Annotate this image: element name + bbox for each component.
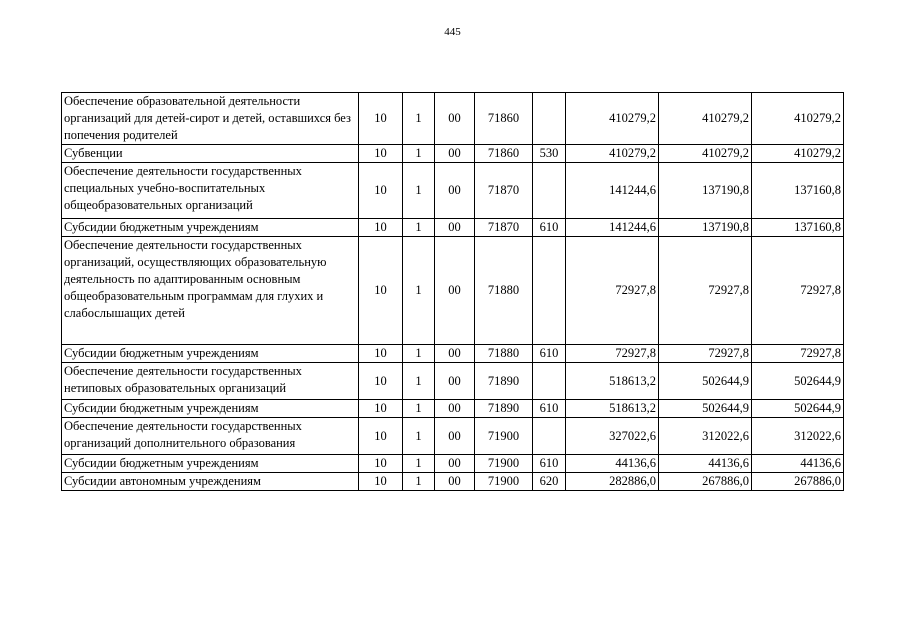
table-row <box>62 93 844 145</box>
row-amount-2: 72927,8 <box>659 237 752 345</box>
row-program: 00 <box>435 145 475 163</box>
row-amount-1: 44136,6 <box>566 455 659 473</box>
row-amount-3: 312022,6 <box>752 418 844 455</box>
row-subsection: 1 <box>403 473 435 491</box>
row-name: Обеспечение деятельности государственных организаций, осуществляющих образовательную деятельность по адаптированным основным общеобразовательным программам для глухих и слабослышащих детей <box>62 237 359 345</box>
row-expense-type <box>533 363 566 400</box>
row-section: 10 <box>359 345 403 363</box>
row-expense-type: 610 <box>533 345 566 363</box>
row-expense-type <box>533 163 566 219</box>
row-amount-1: 410279,2 <box>566 145 659 163</box>
row-article: 71880 <box>475 345 533 363</box>
row-amount-1: 72927,8 <box>566 345 659 363</box>
row-amount-2: 137190,8 <box>659 163 752 219</box>
row-name: Обеспечение деятельности государственных организаций дополнительного образования <box>62 418 359 455</box>
row-amount-2: 410279,2 <box>659 93 752 145</box>
row-section: 10 <box>359 163 403 219</box>
row-article: 71890 <box>475 400 533 418</box>
row-expense-type <box>533 418 566 455</box>
row-program: 00 <box>435 455 475 473</box>
row-name: Обеспечение деятельности государственных специальных учебно-воспитательных общеобразовательных организаций <box>62 163 359 219</box>
row-expense-type <box>533 237 566 345</box>
row-section: 10 <box>359 363 403 400</box>
row-amount-3: 502644,9 <box>752 400 844 418</box>
row-name: Субсидии бюджетным учреждениям <box>62 219 359 237</box>
table-row <box>62 363 844 400</box>
row-amount-2: 72927,8 <box>659 345 752 363</box>
row-amount-1: 327022,6 <box>566 418 659 455</box>
row-expense-type <box>533 93 566 145</box>
row-amount-1: 518613,2 <box>566 400 659 418</box>
row-expense-type: 620 <box>533 473 566 491</box>
row-name: Обеспечение образовательной деятельности организаций для детей-сирот и детей, оставшихся без попечения родителей <box>62 93 359 145</box>
row-amount-2: 502644,9 <box>659 363 752 400</box>
row-article: 71860 <box>475 93 533 145</box>
row-amount-1: 410279,2 <box>566 93 659 145</box>
row-subsection: 1 <box>403 145 435 163</box>
budget-table <box>61 92 844 491</box>
row-expense-type: 610 <box>533 400 566 418</box>
row-section: 10 <box>359 145 403 163</box>
row-section: 10 <box>359 237 403 345</box>
row-subsection: 1 <box>403 345 435 363</box>
row-amount-3: 72927,8 <box>752 345 844 363</box>
row-amount-2: 267886,0 <box>659 473 752 491</box>
row-program: 00 <box>435 363 475 400</box>
row-section: 10 <box>359 455 403 473</box>
row-subsection: 1 <box>403 400 435 418</box>
row-name: Субсидии бюджетным учреждениям <box>62 455 359 473</box>
row-amount-1: 141244,6 <box>566 219 659 237</box>
row-article: 71900 <box>475 455 533 473</box>
row-subsection: 1 <box>403 455 435 473</box>
row-program: 00 <box>435 219 475 237</box>
row-amount-3: 137160,8 <box>752 219 844 237</box>
row-amount-3: 137160,8 <box>752 163 844 219</box>
row-section: 10 <box>359 219 403 237</box>
row-subsection: 1 <box>403 237 435 345</box>
row-subsection: 1 <box>403 418 435 455</box>
row-expense-type: 610 <box>533 219 566 237</box>
row-amount-3: 72927,8 <box>752 237 844 345</box>
row-subsection: 1 <box>403 219 435 237</box>
row-program: 00 <box>435 473 475 491</box>
row-subsection: 1 <box>403 93 435 145</box>
row-article: 71870 <box>475 163 533 219</box>
table-row <box>62 163 844 219</box>
row-expense-type: 530 <box>533 145 566 163</box>
row-program: 00 <box>435 163 475 219</box>
row-amount-2: 44136,6 <box>659 455 752 473</box>
row-expense-type: 610 <box>533 455 566 473</box>
row-amount-3: 410279,2 <box>752 145 844 163</box>
row-amount-2: 502644,9 <box>659 400 752 418</box>
row-article: 71880 <box>475 237 533 345</box>
table-row <box>62 400 844 418</box>
row-program: 00 <box>435 345 475 363</box>
row-name: Субсидии автономным учреждениям <box>62 473 359 491</box>
row-name: Субвенции <box>62 145 359 163</box>
row-article: 71890 <box>475 363 533 400</box>
row-amount-2: 312022,6 <box>659 418 752 455</box>
table-row <box>62 345 844 363</box>
row-amount-1: 141244,6 <box>566 163 659 219</box>
row-amount-2: 410279,2 <box>659 145 752 163</box>
row-name: Обеспечение деятельности государственных нетиповых образовательных организаций <box>62 363 359 400</box>
row-article: 71900 <box>475 418 533 455</box>
row-section: 10 <box>359 400 403 418</box>
row-amount-3: 502644,9 <box>752 363 844 400</box>
row-amount-2: 137190,8 <box>659 219 752 237</box>
row-name: Субсидии бюджетным учреждениям <box>62 400 359 418</box>
row-section: 10 <box>359 93 403 145</box>
row-subsection: 1 <box>403 363 435 400</box>
row-section: 10 <box>359 473 403 491</box>
row-program: 00 <box>435 237 475 345</box>
row-amount-1: 72927,8 <box>566 237 659 345</box>
row-name: Субсидии бюджетным учреждениям <box>62 345 359 363</box>
row-amount-1: 282886,0 <box>566 473 659 491</box>
row-section: 10 <box>359 418 403 455</box>
row-article: 71860 <box>475 145 533 163</box>
table-row <box>62 219 844 237</box>
table-row <box>62 418 844 455</box>
row-article: 71870 <box>475 219 533 237</box>
table-row <box>62 473 844 491</box>
row-program: 00 <box>435 400 475 418</box>
row-amount-3: 410279,2 <box>752 93 844 145</box>
row-amount-1: 518613,2 <box>566 363 659 400</box>
table-row <box>62 237 844 345</box>
page-number: 445 <box>444 26 461 38</box>
row-amount-3: 44136,6 <box>752 455 844 473</box>
table-row <box>62 455 844 473</box>
row-article: 71900 <box>475 473 533 491</box>
row-subsection: 1 <box>403 163 435 219</box>
table-row <box>62 145 844 163</box>
row-program: 00 <box>435 418 475 455</box>
row-program: 00 <box>435 93 475 145</box>
row-amount-3: 267886,0 <box>752 473 844 491</box>
